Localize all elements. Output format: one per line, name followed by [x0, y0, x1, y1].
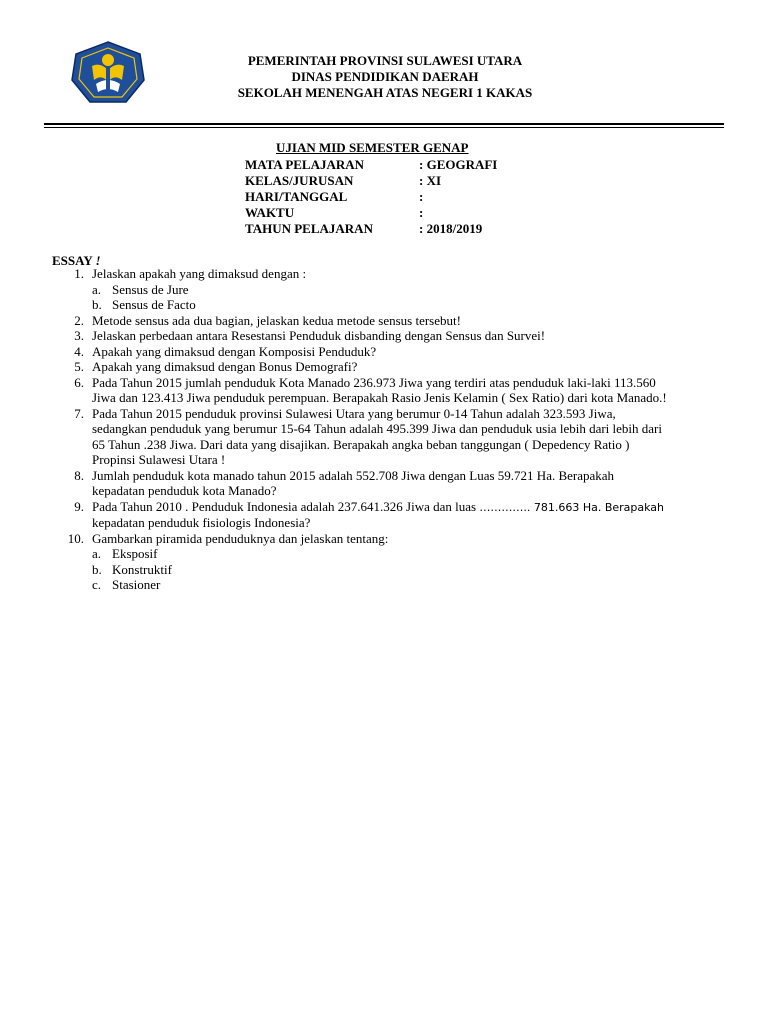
question-number: 9. — [74, 498, 84, 514]
question-text: Gambarkan piramida penduduknya dan jelaskan tentang: — [92, 530, 389, 546]
info-value: : GEOGRAFI — [419, 157, 498, 172]
question-item — [62, 406, 732, 468]
question-text — [92, 499, 732, 516]
sub-text: Eksposif — [112, 546, 158, 561]
question-number: 1. — [74, 266, 84, 281]
question-list — [62, 266, 732, 593]
question-text: Propinsi Sulawesi Utara ! — [92, 452, 226, 467]
question-text: Metode sensus ada dua bagian, jelaskan kedua metode sensus tersebut! — [92, 312, 461, 328]
question-text: Jelaskan perbedaan antara Resestansi Penduduk disbanding dengan Sensus dan Survei! — [92, 328, 546, 343]
sub-item — [62, 562, 732, 578]
question-text: Pada Tahun 2015 penduduk provinsi Sulawesi Utara yang berumur 0-14 Tahun adalah 323.593 Jiwa, — [92, 405, 616, 421]
document-header — [170, 53, 600, 101]
tut-wuri-handayani-emblem-icon — [70, 40, 146, 106]
info-label: KELAS/JURUSAN — [245, 173, 354, 188]
question-text: Apakah yang dimaksud dengan Bonus Demografi? — [92, 359, 358, 374]
question-text-serif: Pada Tahun 2010 . Penduduk Indonesia adalah 237.641.326 Jiwa dan luas — [92, 498, 480, 514]
question-item — [62, 375, 732, 406]
question-number: 10. — [67, 530, 84, 546]
question-item — [62, 359, 732, 375]
question-number: 6. — [74, 374, 84, 390]
question-text: Jiwa dan 123.413 Jiwa penduduk perempuan. Berapakah Rasio Jenis Kelamin ( Sex Ratio) dari kota Manado.! — [92, 390, 667, 405]
header-divider-thin — [44, 127, 724, 128]
sub-item — [62, 546, 732, 562]
question-text-sans: 781.663 Ha. Berapakah — [533, 500, 665, 514]
info-value: : XI — [419, 173, 442, 188]
question-number: 8. — [74, 467, 84, 483]
question-text: Jumlah penduduk kota manado tahun 2015 adalah 552.708 Jiwa dengan Luas 59.721 Ha. Berapakah — [92, 467, 615, 483]
question-text: Pada Tahun 2015 jumlah penduduk Kota Manado 236.973 Jiwa yang terdiri atas penduduk laki-laki 113.560 — [92, 374, 656, 390]
sub-text: Konstruktif — [112, 561, 172, 577]
sub-text: Stasioner — [112, 577, 161, 592]
question-text: kepadatan penduduk fisiologis Indonesia? — [92, 515, 311, 530]
info-value: : — [419, 189, 424, 204]
essay-mark: ! — [95, 253, 101, 268]
question-item — [62, 499, 732, 531]
sub-letter: b. — [92, 561, 102, 577]
question-item — [62, 328, 732, 344]
sub-letter: b. — [92, 297, 102, 312]
question-item — [62, 266, 732, 282]
sub-letter: a. — [92, 281, 102, 297]
sub-item — [62, 297, 732, 313]
header-divider-thick — [44, 123, 724, 125]
sub-item — [62, 282, 732, 298]
question-dots: ………….. — [479, 500, 534, 514]
question-number: 7. — [74, 405, 84, 421]
question-item — [62, 313, 732, 329]
government-name: PEMERINTAH PROVINSI SULAWESI UTARA — [247, 53, 523, 68]
info-label: HARI/TANGGAL — [245, 189, 348, 204]
info-label: WAKTU — [245, 205, 295, 220]
question-text: 65 Tahun .238 Jiwa. Dari data yang disajikan. Berapakah angka beban tanggungan ( Depedency Ratio ) — [92, 436, 630, 452]
question-number: 3. — [74, 328, 84, 343]
question-number: 5. — [74, 359, 84, 374]
info-value: : — [419, 205, 424, 220]
essay-label: ESSAY — [52, 253, 93, 268]
question-item — [62, 531, 732, 547]
question-text: Jelaskan apakah yang dimaksud dengan : — [92, 266, 307, 281]
question-item — [62, 344, 732, 360]
question-number: 4. — [74, 343, 84, 359]
info-label: TAHUN PELAJARAN — [245, 221, 373, 236]
info-label: MATA PELAJARAN — [245, 157, 365, 172]
department-name: DINAS PENDIDIKAN DAERAH — [291, 69, 479, 84]
question-text: sedangkan penduduk yang berumur 15-64 Tahun adalah 495.399 Jiwa dan penduduk usia lebih dari lebih dari — [92, 421, 662, 436]
question-item — [62, 468, 732, 499]
sub-letter: a. — [92, 546, 102, 561]
question-number: 2. — [74, 312, 84, 328]
sub-text: Sensus de Facto — [112, 297, 196, 312]
exam-title: UJIAN MID SEMESTER GENAP — [276, 140, 469, 155]
sub-letter: c. — [92, 577, 102, 592]
school-name: SEKOLAH MENENGAH ATAS NEGERI 1 KAKAS — [237, 85, 533, 100]
info-value: : 2018/2019 — [419, 221, 483, 236]
sub-item — [62, 577, 732, 593]
sub-text: Sensus de Jure — [112, 281, 189, 297]
question-text: kepadatan penduduk kota Manado? — [92, 483, 277, 498]
question-text: Apakah yang dimaksud dengan Komposisi Penduduk? — [92, 343, 377, 359]
